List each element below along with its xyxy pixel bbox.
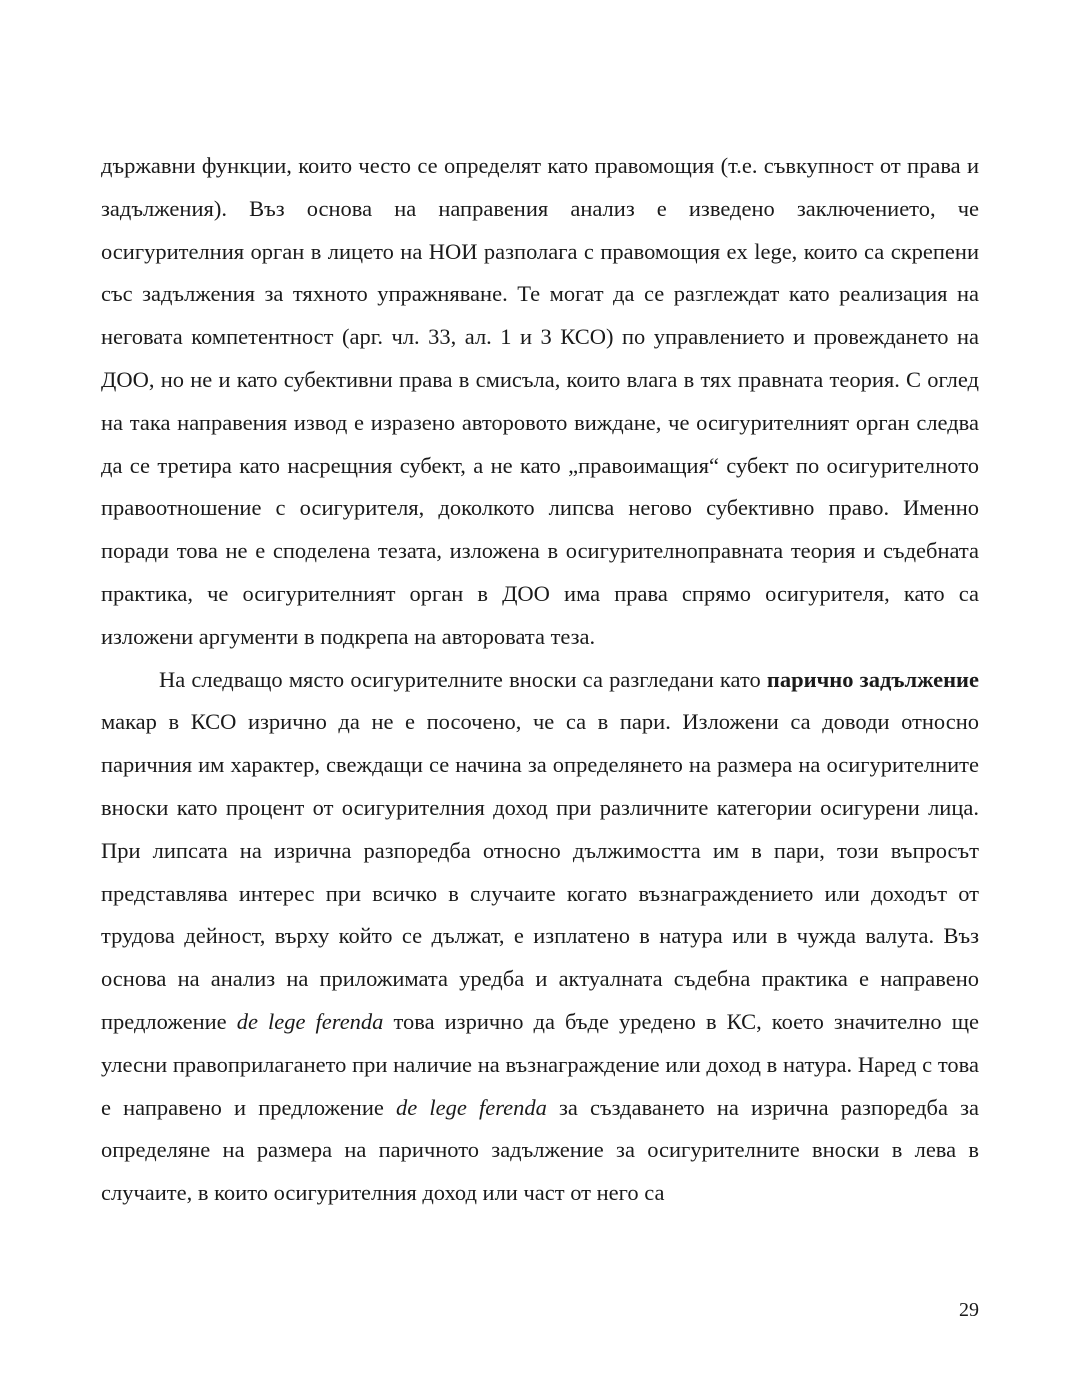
paragraph-1-text: държавни функции, които често се определят като правомощия (т.е. съвкупност от права и задължения). Въз основа на направения анализ е изведено заключението, че осигурителния орган в лицето на НОИ разполага с правомощия ex lege, които са скрепени със задължения за тяхното упражняване. Те могат да се разглеждат като реализация на неговата компетентност (арг. чл. 33, ал. 1 и 3 КСО) по управлението и провеждането на ДОО, но не и като субективни права в смисъла, които влага в тях правната теория. С оглед на така направения извод е изразено авторовото виждане, че осигурителният орган следва да се третира като насрещния субект, а не като „правоимащия“ субект по осигурителното правоотношение с осигурителя, доколкото липсва негово субективно право. Именно поради това не е споделена тезата, изложена в осигурителноправната теория и съдебната практика, че осигурителният орган в ДОО има права спрямо осигурителя, като са изложени аргументи в подкрепа на авторовата теза.: [101, 153, 979, 649]
paragraph-2-text: за създаването на изрична разпоредба за определяне на размера на паричното задължение за осигурителните вноски в лева в случаите, в които осигурителния доход или част от него са: [101, 1094, 979, 1206]
bold-term-monetary-obligation: парично задължение: [766, 666, 979, 692]
paragraph-2: [101, 659, 979, 1215]
paragraph-2-text: макар в КСО изрично да не е посочено, че са в пари. Изложени са доводи относно паричния им характер, свеждащи се начина за определянето на размера на осигурителните вноски като процент от осигурителния доход при различните категории осигурени лица. При липсата на изрична разпоредба относно дължимостта им в пари, този въпросът представлява интерес при всичко в случаите когато възнаграждението или доходът от трудова дейност, върху който се дължат, е изплатено в натура или в чужда валута. Въз основа на анализ на приложимата уредба и актуалната съдебна практика е направено предложение: [101, 709, 979, 1034]
page-number: 29: [959, 1299, 979, 1321]
paragraph-2-text: това изрично да бъде уредено в КС, което значително ще улесни правоприлагането при наличие на възнаграждение или доход в натура. Наред с това е направено и предложение: [101, 1008, 980, 1120]
italic-term-de-lege-ferenda: de lege ferenda: [396, 1094, 547, 1120]
paragraph-2-text: На следващо място осигурителните вноски са разгледани като: [159, 666, 767, 692]
italic-term-de-lege-ferenda: de lege ferenda: [236, 1008, 384, 1034]
paragraph-1: [101, 145, 979, 659]
body-text: [101, 145, 979, 1215]
